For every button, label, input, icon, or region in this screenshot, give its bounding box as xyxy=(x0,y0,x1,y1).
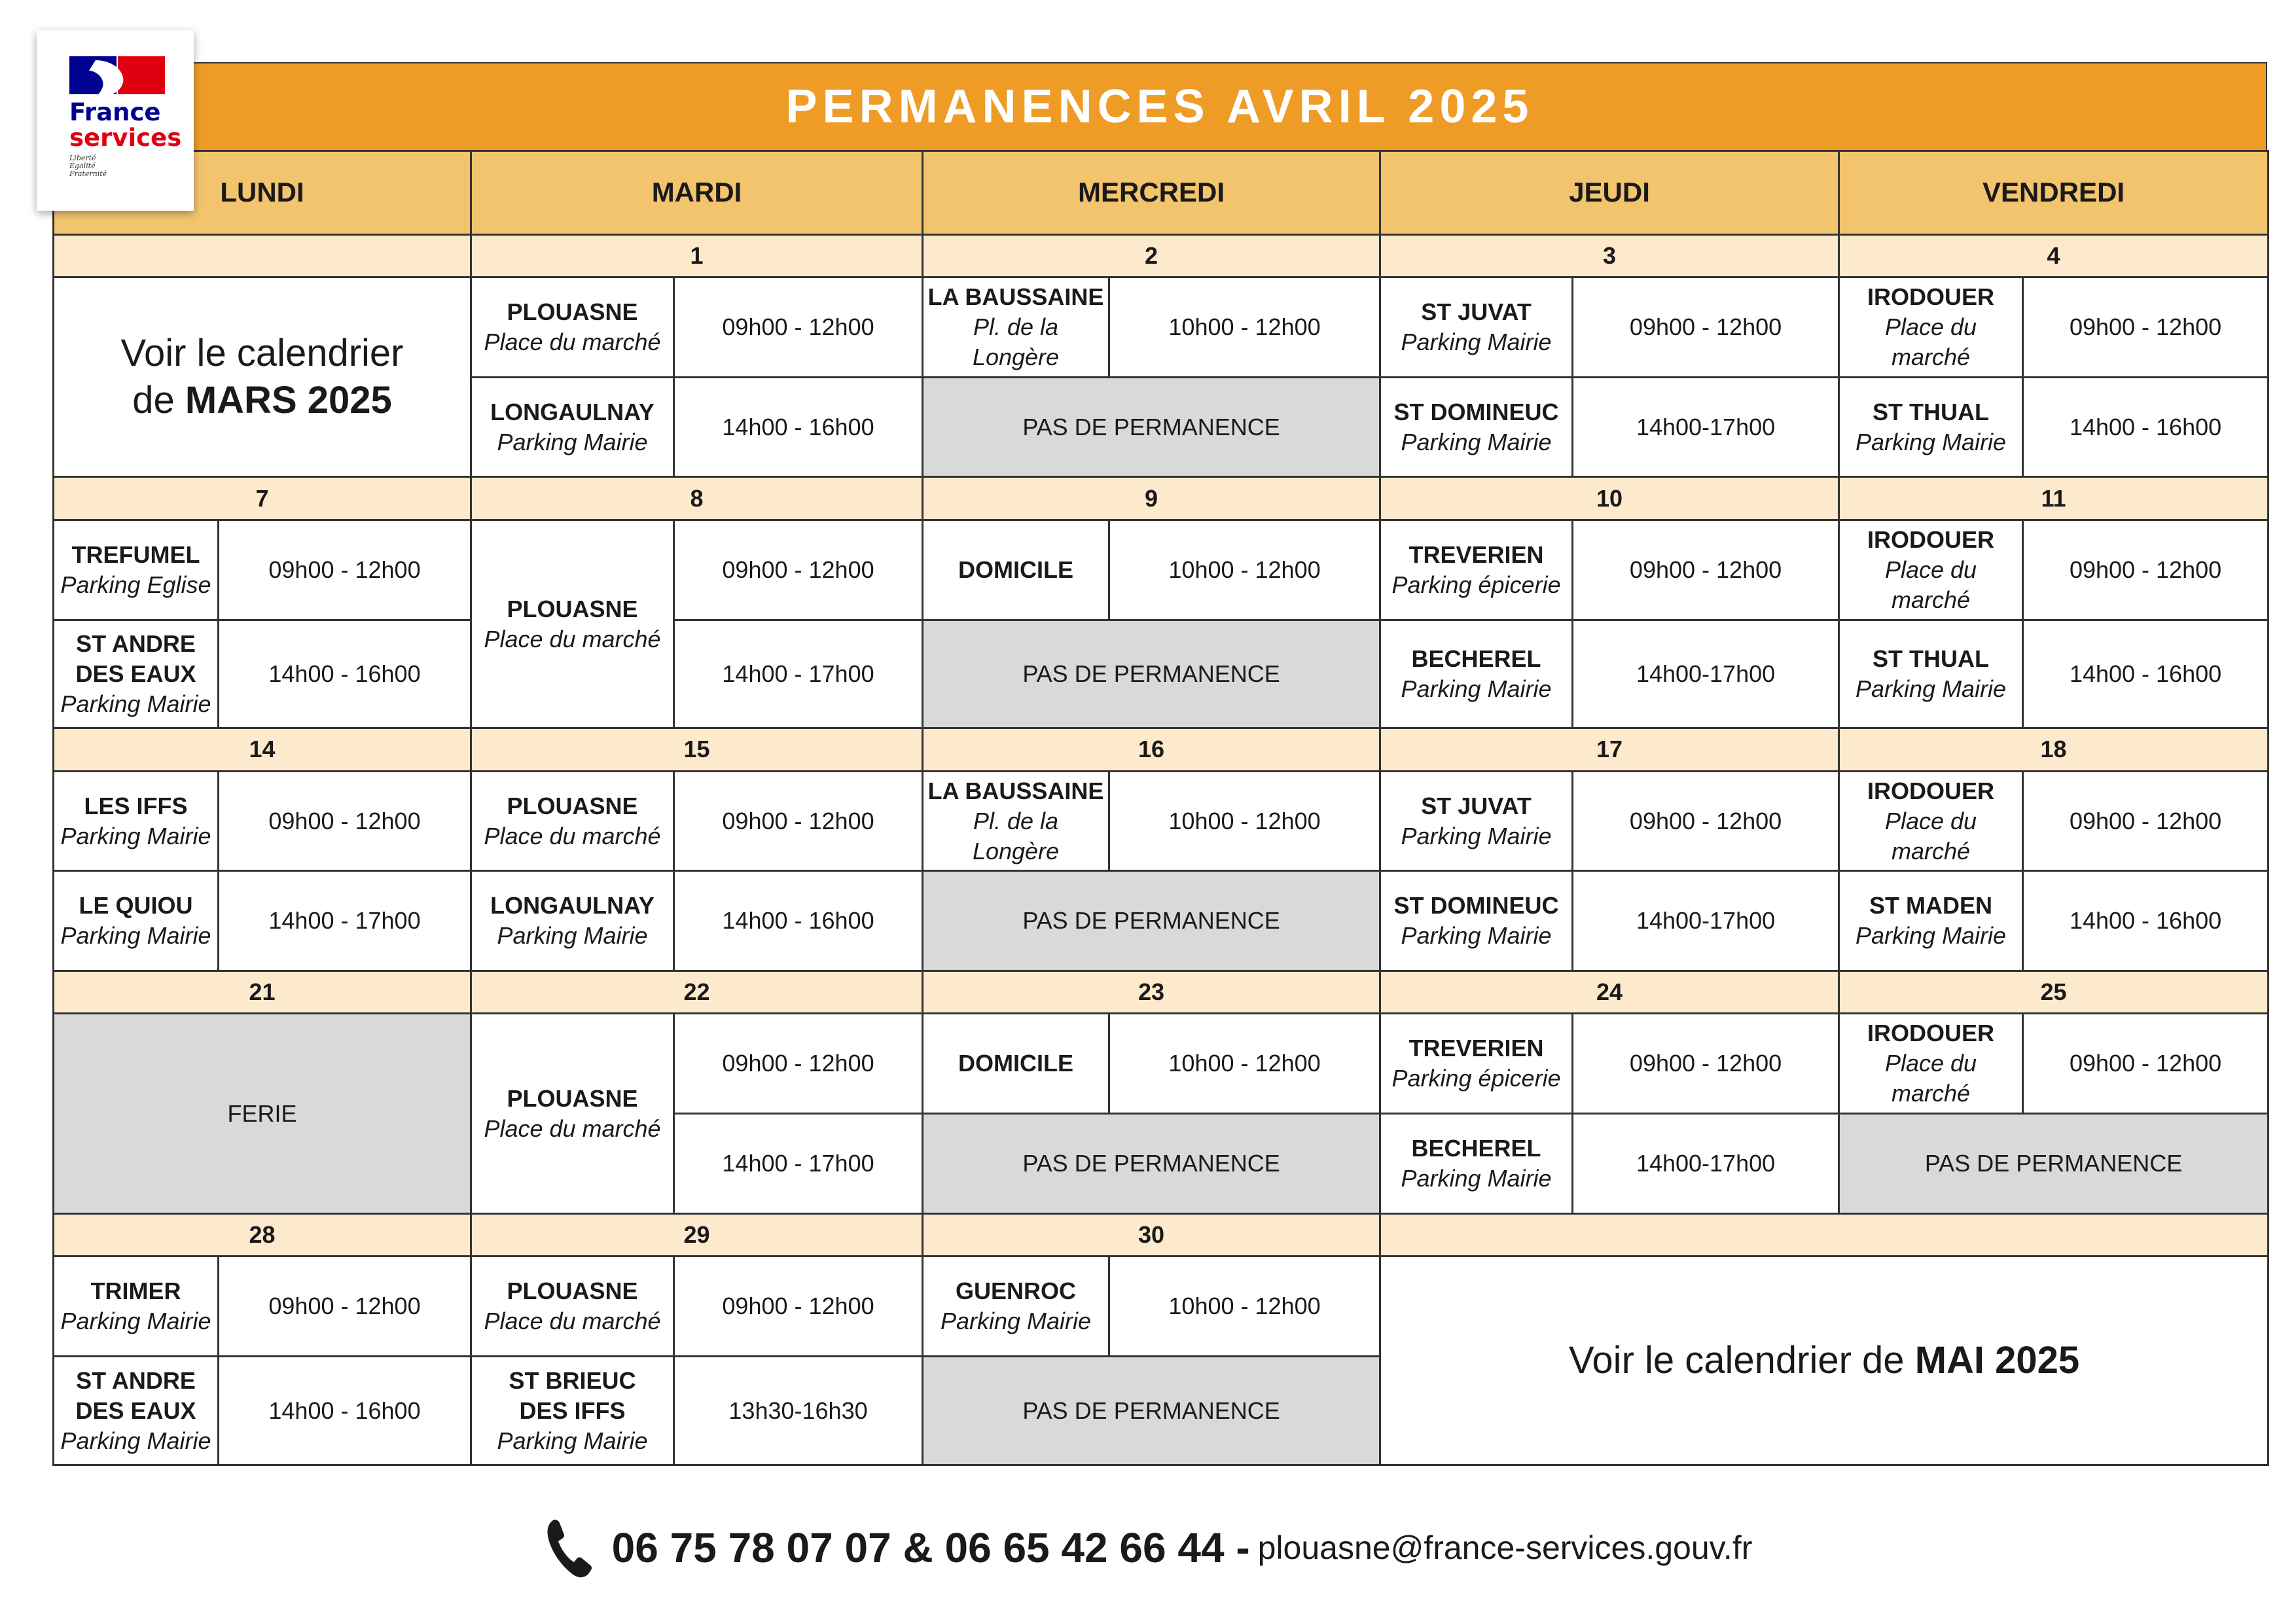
date-row xyxy=(54,971,2269,1014)
france-services-logo xyxy=(37,30,194,211)
slot-row-morning xyxy=(54,277,2269,377)
date-cell: 14 xyxy=(54,728,471,771)
date-cell: 16 xyxy=(923,728,1380,771)
weekday-header-row xyxy=(54,151,2269,235)
date-cell: 28 xyxy=(54,1213,471,1256)
date-cell: 24 xyxy=(1380,971,1839,1014)
location-cell: PLOUASNE Place du marché xyxy=(471,771,674,871)
date-cell: 15 xyxy=(471,728,923,771)
time-cell: 10h00 - 12h00 xyxy=(1109,520,1380,620)
marianne-icon xyxy=(69,56,165,94)
location-cell: LES IFFS Parking Mairie xyxy=(54,771,219,871)
location-cell: IRODOUER Place du marché xyxy=(1839,771,2023,871)
time-cell: 09h00 - 12h00 xyxy=(1573,277,1839,377)
date-cell: 8 xyxy=(471,477,923,520)
time-cell: 14h00 - 16h00 xyxy=(674,377,923,477)
location-cell: PLOUASNE Place du marché xyxy=(471,520,674,728)
phone-numbers: 06 75 78 07 07 & 06 65 42 66 44 - xyxy=(611,1524,1250,1571)
time-cell: 10h00 - 12h00 xyxy=(1109,1257,1380,1357)
date-cell: 2 xyxy=(923,234,1380,277)
location-cell: IRODOUER Place du marché xyxy=(1839,1014,2023,1114)
location-cell: ST THUAL Parking Mairie xyxy=(1839,377,2023,477)
schedule-table xyxy=(52,150,2269,1466)
holiday-cell: FERIE xyxy=(54,1014,471,1214)
location-cell: ST THUAL Parking Mairie xyxy=(1839,620,2023,728)
location-cell: IRODOUER Place du marché xyxy=(1839,277,2023,377)
date-row xyxy=(54,1213,2269,1256)
time-cell: 14h00 - 16h00 xyxy=(2023,620,2269,728)
date-cell: 30 xyxy=(923,1213,1380,1256)
location-cell: TREVERIEN Parking épicerie xyxy=(1380,1014,1573,1114)
time-cell: 14h00 - 16h00 xyxy=(219,620,471,728)
slot-row-morning xyxy=(54,1014,2269,1114)
time-cell: 09h00 - 12h00 xyxy=(674,520,923,620)
date-cell: 10 xyxy=(1380,477,1839,520)
location-cell: DOMICILE xyxy=(923,1014,1109,1114)
time-cell: 09h00 - 12h00 xyxy=(219,771,471,871)
location-cell: ST ANDRE DES EAUX Parking Mairie xyxy=(54,620,219,728)
date-cell: 23 xyxy=(923,971,1380,1014)
date-empty xyxy=(54,234,471,277)
time-cell: 09h00 - 12h00 xyxy=(674,1014,923,1114)
time-cell: 09h00 - 12h00 xyxy=(2023,771,2269,871)
location-cell: LA BAUSSAINE Pl. de la Longère xyxy=(923,771,1109,871)
time-cell: 10h00 - 12h00 xyxy=(1109,1014,1380,1114)
time-cell: 09h00 - 12h00 xyxy=(1573,771,1839,871)
date-cell: 29 xyxy=(471,1213,923,1256)
time-cell: 09h00 - 12h00 xyxy=(2023,1014,2269,1114)
date-cell: 17 xyxy=(1380,728,1839,771)
time-cell: 13h30-16h30 xyxy=(674,1357,923,1465)
time-cell: 14h00-17h00 xyxy=(1573,871,1839,971)
location-cell: IRODOUER Place du marché xyxy=(1839,520,2023,620)
slot-row-afternoon xyxy=(54,620,2269,728)
location-cell: PLOUASNE Place du marché xyxy=(471,1014,674,1214)
see-march-calendar-note: Voir le calendrier de MARS 2025 xyxy=(54,277,471,477)
time-cell: 14h00-17h00 xyxy=(1573,620,1839,728)
location-cell: LA BAUSSAINE Pl. de la Longère xyxy=(923,277,1109,377)
time-cell: 14h00-17h00 xyxy=(1573,377,1839,477)
location-cell: TREVERIEN Parking épicerie xyxy=(1380,520,1573,620)
no-permanence-cell: PAS DE PERMANENCE xyxy=(923,871,1380,971)
date-row xyxy=(54,234,2269,277)
header-lundi: LUNDI xyxy=(54,151,471,235)
time-cell: 14h00 - 16h00 xyxy=(2023,377,2269,477)
time-cell: 14h00 - 17h00 xyxy=(674,1114,923,1214)
no-permanence-cell: PAS DE PERMANENCE xyxy=(1839,1114,2269,1214)
logo-motto: Liberté Égalité Fraternité xyxy=(69,154,107,178)
time-cell: 09h00 - 12h00 xyxy=(2023,277,2269,377)
header-vendredi: VENDREDI xyxy=(1839,151,2269,235)
location-cell: ST BRIEUC DES IFFS Parking Mairie xyxy=(471,1357,674,1465)
time-cell: 14h00 - 17h00 xyxy=(219,871,471,971)
location-cell: LONGAULNAY Parking Mairie xyxy=(471,871,674,971)
slot-row-morning xyxy=(54,1257,2269,1357)
date-cell: 7 xyxy=(54,477,471,520)
date-cell: 9 xyxy=(923,477,1380,520)
time-cell: 09h00 - 12h00 xyxy=(1573,1014,1839,1114)
date-row xyxy=(54,477,2269,520)
contact-footer xyxy=(0,1508,2296,1587)
logo-line2: services xyxy=(69,124,182,152)
date-row xyxy=(54,728,2269,771)
slot-row-afternoon xyxy=(54,871,2269,971)
time-cell: 14h00 - 17h00 xyxy=(674,620,923,728)
email-address[interactable]: plouasne@france-services.gouv.fr xyxy=(1257,1529,1753,1566)
time-cell: 09h00 - 12h00 xyxy=(674,1257,923,1357)
time-cell: 10h00 - 12h00 xyxy=(1109,277,1380,377)
time-cell: 09h00 - 12h00 xyxy=(674,771,923,871)
time-cell: 14h00 - 16h00 xyxy=(674,871,923,971)
location-cell: TRIMER Parking Mairie xyxy=(54,1257,219,1357)
page-title: PERMANENCES AVRIL 2025 xyxy=(52,62,2267,151)
see-may-calendar-note: Voir le calendrier de MAI 2025 xyxy=(1380,1257,2269,1465)
no-permanence-cell: PAS DE PERMANENCE xyxy=(923,1357,1380,1465)
location-cell: DOMICILE xyxy=(923,520,1109,620)
location-cell: BECHEREL Parking Mairie xyxy=(1380,1114,1573,1214)
no-permanence-cell: PAS DE PERMANENCE xyxy=(923,377,1380,477)
date-cell: 22 xyxy=(471,971,923,1014)
time-cell: 09h00 - 12h00 xyxy=(674,277,923,377)
header-mercredi: MERCREDI xyxy=(923,151,1380,235)
location-cell: ST JUVAT Parking Mairie xyxy=(1380,771,1573,871)
date-cell: 1 xyxy=(471,234,923,277)
header-mardi: MARDI xyxy=(471,151,923,235)
location-cell: ST MADEN Parking Mairie xyxy=(1839,871,2023,971)
location-cell: TREFUMEL Parking Eglise xyxy=(54,520,219,620)
date-cell: 25 xyxy=(1839,971,2269,1014)
date-cell: 11 xyxy=(1839,477,2269,520)
location-cell: ST DOMINEUC Parking Mairie xyxy=(1380,871,1573,971)
date-cell: 21 xyxy=(54,971,471,1014)
date-cell: 4 xyxy=(1839,234,2269,277)
location-cell: LONGAULNAY Parking Mairie xyxy=(471,377,674,477)
time-cell: 14h00 - 16h00 xyxy=(219,1357,471,1465)
location-cell: ST ANDRE DES EAUX Parking Mairie xyxy=(54,1357,219,1465)
location-cell: ST JUVAT Parking Mairie xyxy=(1380,277,1573,377)
no-permanence-cell: PAS DE PERMANENCE xyxy=(923,1114,1380,1214)
no-permanence-cell: PAS DE PERMANENCE xyxy=(923,620,1380,728)
date-cell: 3 xyxy=(1380,234,1839,277)
time-cell: 09h00 - 12h00 xyxy=(219,520,471,620)
location-cell: PLOUASNE Place du marché xyxy=(471,1257,674,1357)
date-cell: 18 xyxy=(1839,728,2269,771)
logo-line1: France xyxy=(69,98,161,126)
time-cell: 14h00 - 16h00 xyxy=(2023,871,2269,971)
phone-icon xyxy=(544,1516,594,1579)
location-cell: PLOUASNE Place du marché xyxy=(471,277,674,377)
date-empty xyxy=(1380,1213,2269,1256)
location-cell: ST DOMINEUC Parking Mairie xyxy=(1380,377,1573,477)
slot-row-morning xyxy=(54,771,2269,871)
slot-row-morning xyxy=(54,520,2269,620)
header-jeudi: JEUDI xyxy=(1380,151,1839,235)
time-cell: 09h00 - 12h00 xyxy=(2023,520,2269,620)
time-cell: 09h00 - 12h00 xyxy=(219,1257,471,1357)
time-cell: 14h00-17h00 xyxy=(1573,1114,1839,1214)
location-cell: GUENROC Parking Mairie xyxy=(923,1257,1109,1357)
time-cell: 10h00 - 12h00 xyxy=(1109,771,1380,871)
time-cell: 09h00 - 12h00 xyxy=(1573,520,1839,620)
location-cell: LE QUIOU Parking Mairie xyxy=(54,871,219,971)
location-cell: BECHEREL Parking Mairie xyxy=(1380,620,1573,728)
